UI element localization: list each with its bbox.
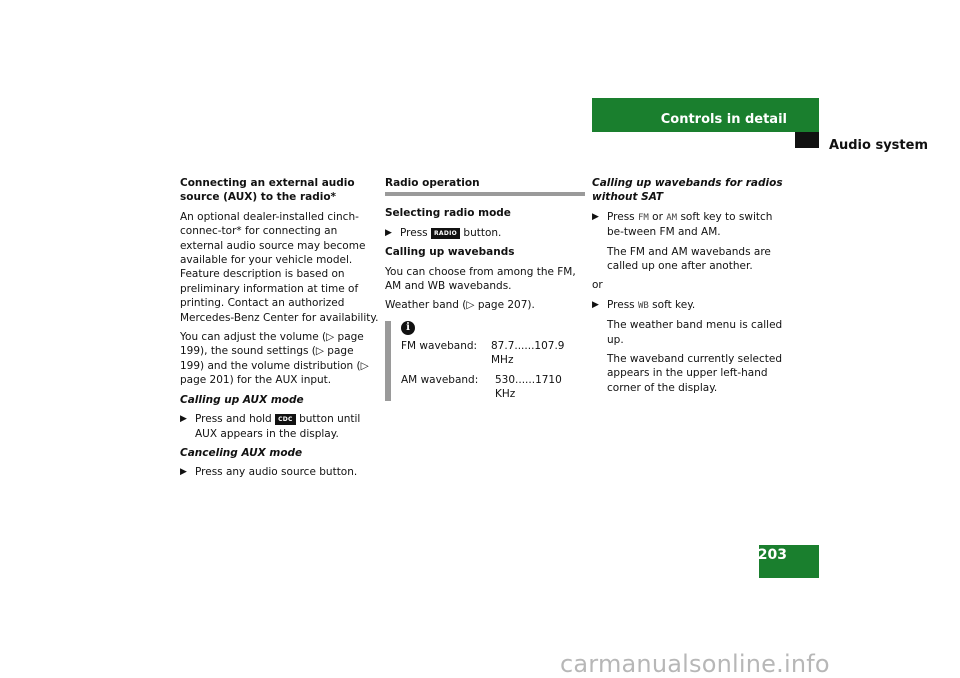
column-wavebands <box>592 176 792 400</box>
cancel-aux-heading: Canceling AUX mode <box>180 446 303 459</box>
wb-result-2: The waveband currently selected appears in the upper left-hand corner of the display. <box>607 353 782 394</box>
wb-soft-key: WB <box>637 300 649 311</box>
or-text: or <box>592 279 603 292</box>
calling-aux-step: ▶ Press and hold CDC button until AUX appears in the display. <box>180 413 361 440</box>
subsection-title: Audio system <box>828 138 928 153</box>
wavebands-sat-heading: Calling up wavebands for radios without SAT <box>592 177 783 204</box>
section-rule <box>385 192 585 196</box>
aux-adjust-text: You can adjust the volume (▷ page 199), the sound settings (▷ page 199) and the volume distribution (▷ page 201) for the AUX input. <box>180 331 369 387</box>
calling-aux-heading: Calling up AUX mode <box>180 393 304 406</box>
info-icon: i <box>401 321 415 335</box>
radio-heading: Radio operation <box>385 177 480 189</box>
aux-description: An optional dealer-installed cinch-connec-tor* for connecting an external audio source may become available for your vehicle model. Feature description is based on preliminary information at time of printing. Contact an authorized Mercedes-Benz Center for availability. <box>180 210 379 324</box>
info-box <box>385 321 585 402</box>
column-aux <box>180 176 380 485</box>
bullet-arrow-icon: ▶ <box>592 299 599 310</box>
bullet-arrow-icon: ▶ <box>180 467 187 478</box>
watermark: carmanualsonline.info <box>560 650 830 678</box>
info-bar <box>385 321 391 402</box>
am-waveband-row: AM waveband: 530......1710 KHz <box>401 373 562 401</box>
select-radio-step: ▶ Press RADIO button. <box>385 226 502 239</box>
bullet-arrow-icon: ▶ <box>385 227 392 238</box>
wavebands-heading: Calling up wavebands <box>385 246 515 259</box>
weather-band-text: Weather band (▷ page 207). <box>385 299 535 312</box>
aux-heading: Connecting an external audio source (AUX) to the radio* <box>180 177 355 204</box>
am-soft-key: AM <box>666 212 678 223</box>
header-marker <box>795 132 819 148</box>
wb-result-1: The weather band menu is called up. <box>607 319 783 346</box>
select-radio-heading: Selecting radio mode <box>385 207 511 220</box>
fm-am-result: The FM and AM wavebands are called up one after another. <box>607 245 771 273</box>
fm-soft-key: FM <box>637 212 649 223</box>
radio-key-icon: RADIO <box>431 228 460 239</box>
column-radio <box>385 176 585 406</box>
wb-step: ▶ Press WB soft key. <box>592 298 792 313</box>
cdc-key-icon: CDC <box>275 414 296 425</box>
bullet-arrow-icon: ▶ <box>180 414 187 425</box>
bullet-arrow-icon: ▶ <box>592 211 599 222</box>
fm-waveband-row: FM waveband: 87.7......107.9 MHz <box>401 339 565 367</box>
header-band <box>592 98 819 132</box>
wavebands-text: You can choose from among the FM, AM and WB wavebands. <box>385 265 576 293</box>
section-title: Controls in detail <box>660 112 787 127</box>
page-number-box <box>759 545 819 578</box>
page-number: 203 <box>757 547 787 563</box>
fm-am-step: ▶ Press FM or AM soft key to switch be-tween FM and AM. <box>592 210 773 239</box>
cancel-aux-step: ▶ Press any audio source button. <box>180 466 358 479</box>
